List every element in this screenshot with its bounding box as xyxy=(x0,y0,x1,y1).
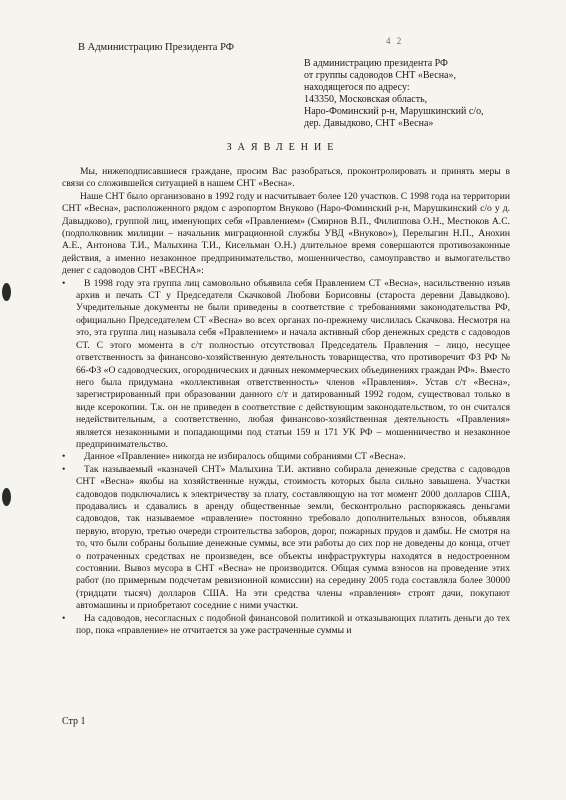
paragraph: Наше СНТ было организовано в 1992 году и насчитывает более 120 участков. С 1998 года на территории СНТ «Весна», расположенного рядом с аэропортом Внуково (Наро-Фоминский р-н, Марушкинский с/о у д. Давыдково), группой лиц, именующих себя «Правлением» (Смирнов В.П., Филиппова О.Н., Местюков А.С. (подполковник милиции – начальник миграционной службы УВД «Внуково»), Перелыгин Н.П., Анохин А.Е., Антонова Т.И., Малыхина Т.И., Кисельман О.Н.) длительное время совершаются противозаконные действия, а именно незаконное предпринимательство, мошенничество, самоуправство и вымогательство денег с садоводов СНТ «ВЕСНА»: xyxy=(62,190,510,277)
recipient-line: дер. Давыдково, СНТ «Весна» xyxy=(304,118,434,129)
bullet-text: Данное «Правление» никогда не избиралось общими собраниями СТ «Весна». xyxy=(84,451,406,463)
page-mark: 4 2 xyxy=(386,36,404,46)
recipient-line: от группы садоводов СНТ «Весна», xyxy=(304,70,456,81)
bullet-text: В 1998 году эта группа лиц самовольно объявила себя Правлением СТ «Весна», насильственно изъяв архив и печать СТ у Председателя Скачковой Любови Борисовны (староста деревни Давыдково). Учредительные документы не были приведены в соответствие с требованиями законодательства РФ, официально Председателем СТ «Весна» во всех органах по-прежнему числилась Скачкова. Несмотря на это, эта группа лиц называла себя «Правлением» и начала активный сбор денежных средств с садоводов СТ. С этого момента в с/т полностью отсутствовал Председатель Правления – лицо, несущее ответственность за финансово-хозяйственную деятельность товарищества, что противоречит ФЗ РФ № 66-ФЗ «О садоводческих, огороднических и дачных некоммерческих объединениях граждан РФ». Вместо него была придумана «коллективная ответственность» членов «Правления». Устав с/т «Весна», зарегистрированный при образовании данного с/т и датированный 1992 годом, существовал только в виде ксерокопии. Т.к. он не приведен в соответствие с действующим законодательством, то он считался недействительным, а соответственно, любая финансово-хозяйственная деятельность «Правления» является незаконными и попадающими под статьи 159 и 171 УК РФ – мошенничество и незаконное предпринимательство. xyxy=(76,277,510,450)
bullet-icon: • xyxy=(62,277,66,289)
document-body xyxy=(62,166,510,637)
bullet-paragraph xyxy=(62,613,510,638)
bullet-text: На садоводов, несогласных с подобной финансовой политикой и отказывающих платить деньги до тех пор, пока «правление» не отчитается за уже растраченные суммы и xyxy=(76,612,510,637)
recipient-line: Наро-Фоминский р-н, Марушкинский с/о, xyxy=(304,106,484,117)
recipient-line: находящегося по адресу: xyxy=(304,82,410,93)
recipient-line: 143350, Московская область, xyxy=(304,94,428,105)
bullet-paragraph xyxy=(62,278,510,452)
bullet-paragraph xyxy=(62,451,510,463)
bullet-icon: • xyxy=(62,463,66,475)
recipient-line: В администрацию президента РФ xyxy=(304,58,448,69)
recipient-left: В Администрацию Президента РФ xyxy=(78,42,235,53)
bullet-icon: • xyxy=(62,612,66,624)
recipient-block xyxy=(304,58,508,130)
paragraph: Мы, нижеподписавшиеся граждане, просим Вас разобраться, проконтролировать и принять меры в связи со сложившейся ситуацией в нашем СНТ «Весна». xyxy=(62,166,510,190)
punch-hole xyxy=(2,488,11,506)
document-title: ЗАЯВЛЕНИЕ xyxy=(226,142,340,153)
punch-hole xyxy=(2,283,11,301)
bullet-paragraph xyxy=(62,464,510,613)
bullet-icon: • xyxy=(62,451,66,463)
page-number: Стр 1 xyxy=(62,716,86,727)
bullet-text: Так называемый «казначей СНТ» Малыхина Т.И. активно собирала денежные средства с садоводов СНТ «Весна» якобы на хозяйственные нужды, стоимость которых была сильно завышена. Участки садоводов подключались к электричеству за плату, составляющую на тот момент 2000 долларов США, продавались и сдавались в аренду общественные земли, бесконтрольно распоряжаясь деньгами садоводов, так называемое «правление» постоянно требовало дополнительных взносов, объявляя первую, вторую, третью очереди строительства заборов, дорог, пожарных прудов и дамбы. Не смотря на то, что были собраны большие денежные суммы, все эти работы до сих пор не доведены до конца, отчет о потраченных средствах не произведен, все объекты инфраструктуры находятся в недостроенном состоянии. Вывоз мусора в СНТ «Весна» не производится. Общая сумма взносов на проведение этих работ (по примерным подсчетам ревизионной комиссии) на середину 2005 года составляла более 30000 (тридцати тысяч) долларов США. На эти средства члены «правления» строят дачи, покупают автомашины и приобретают соседние с ними участки. xyxy=(76,463,510,612)
